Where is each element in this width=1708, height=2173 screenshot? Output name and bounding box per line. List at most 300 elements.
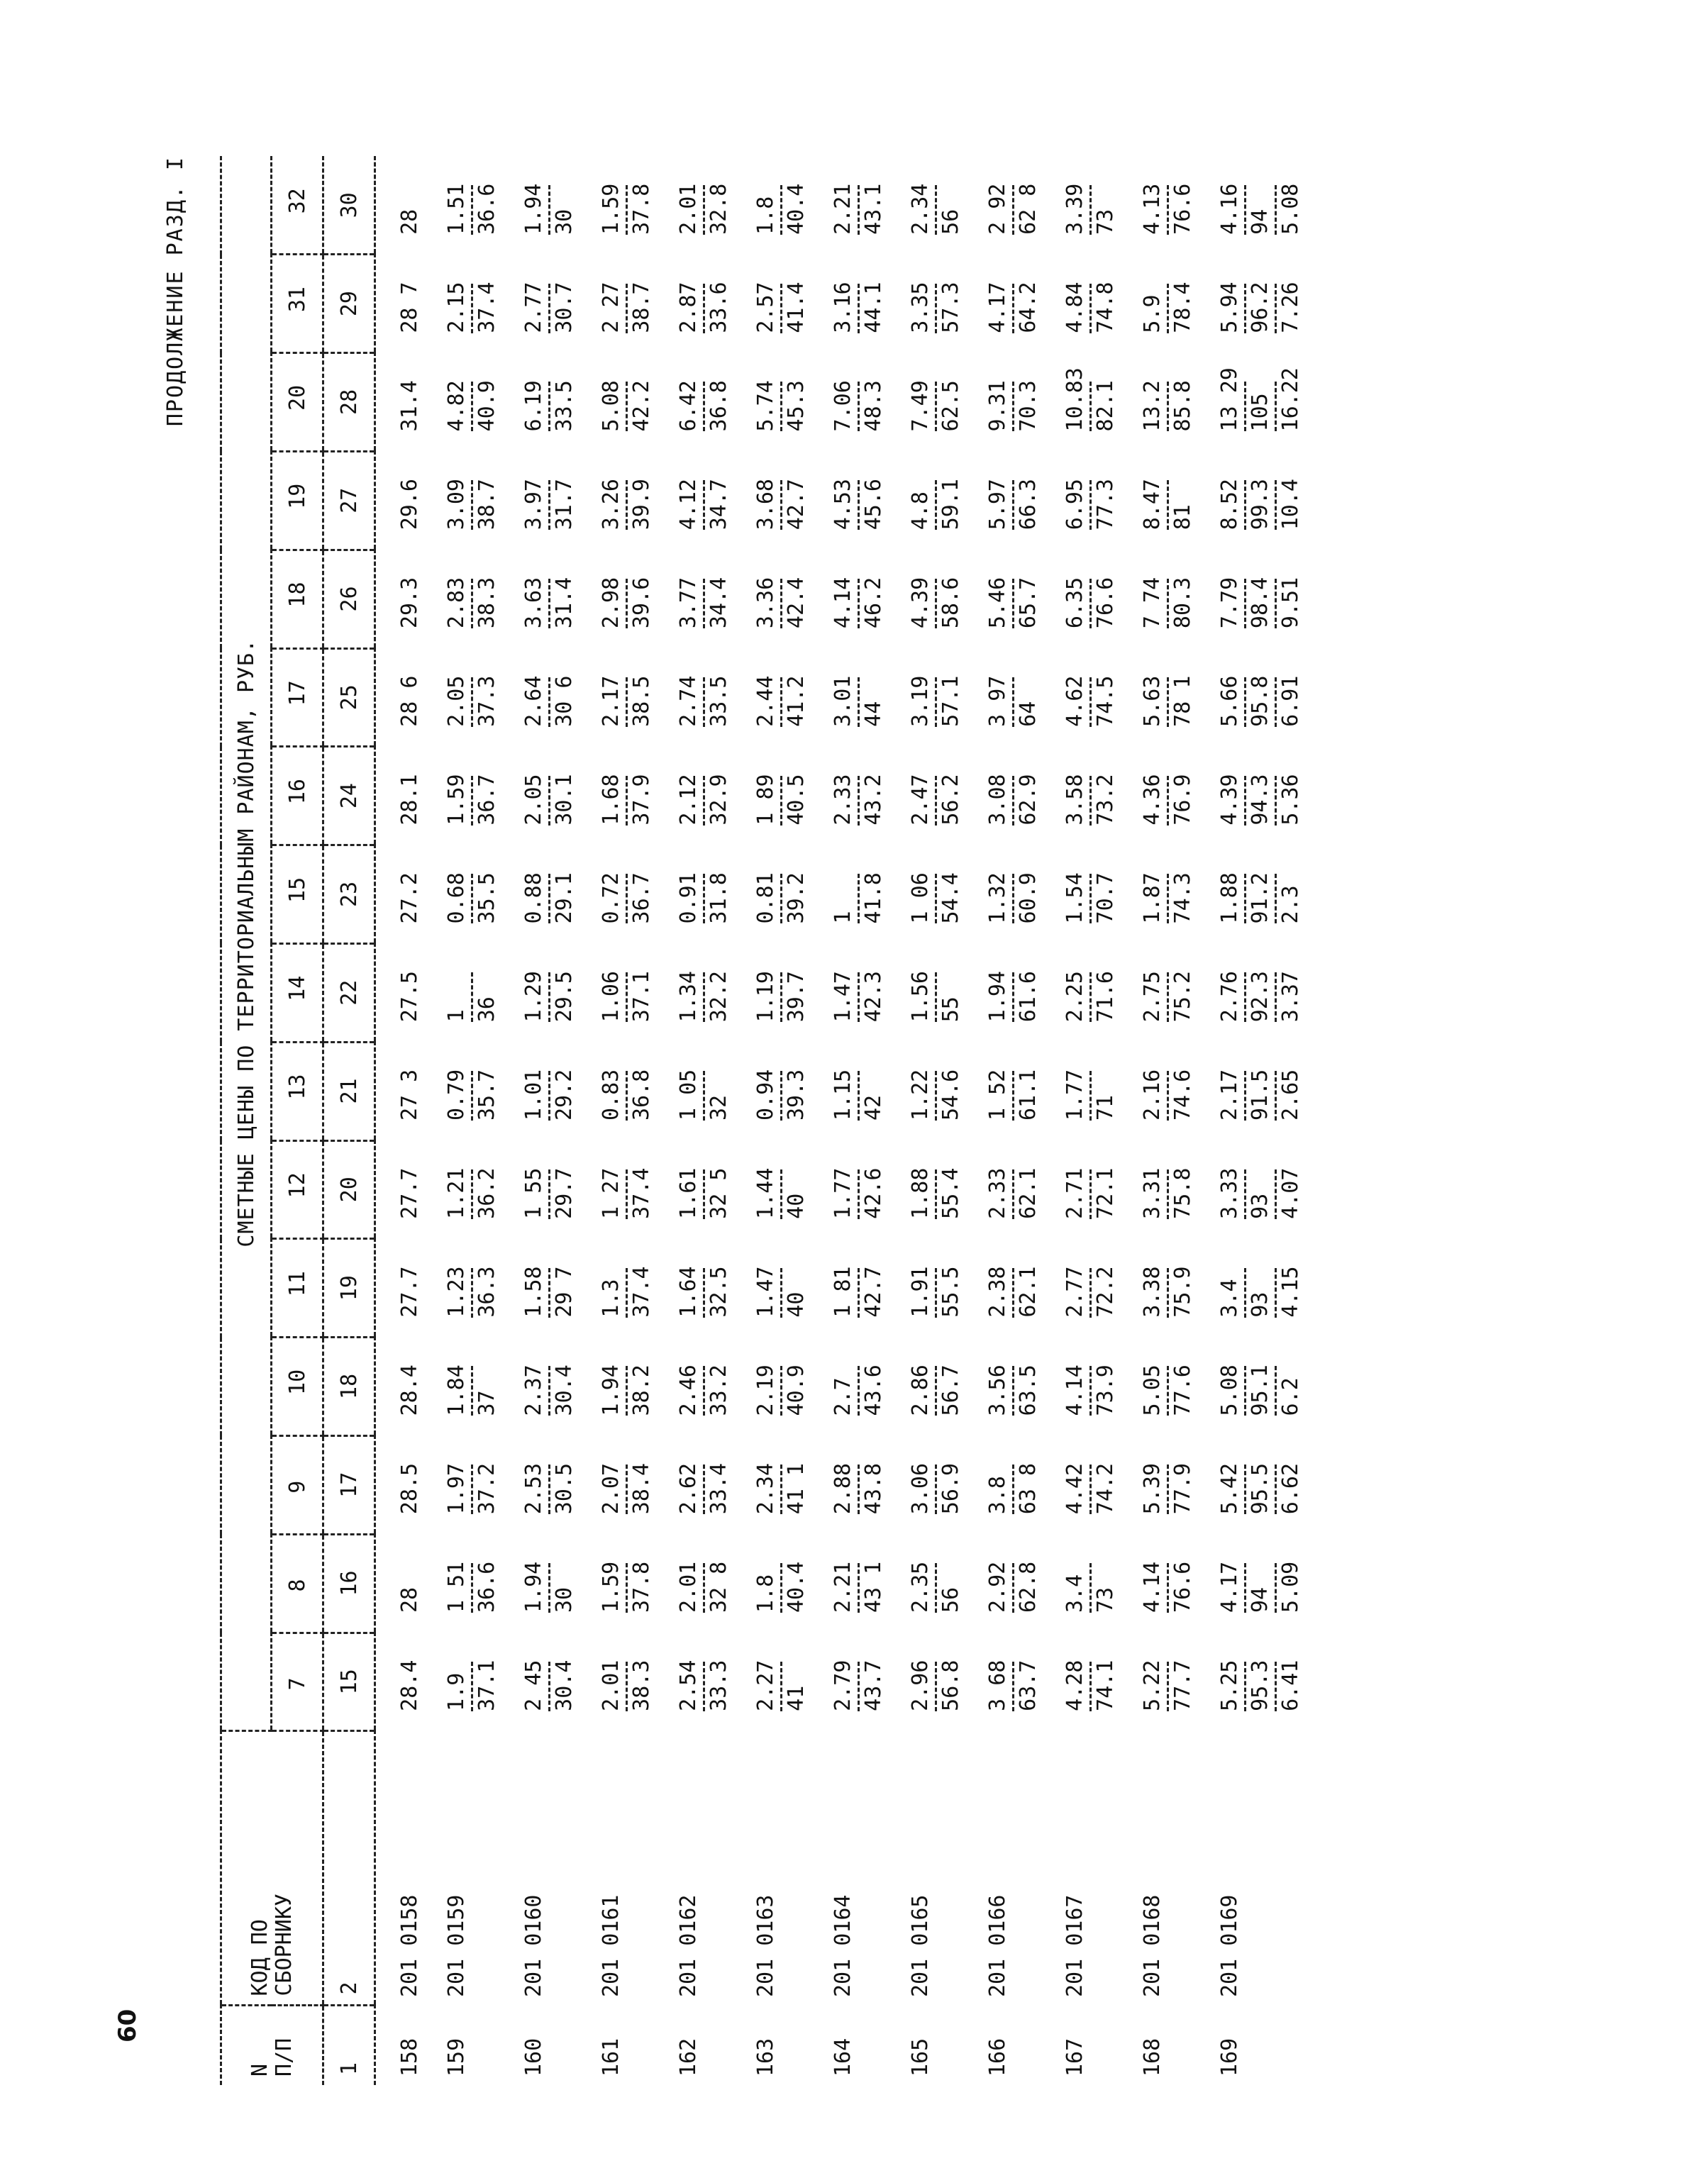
header-colnum-2: 2 — [323, 1731, 375, 2006]
price-value: 2.44 — [753, 675, 778, 727]
header-region-13: 13 — [272, 1042, 323, 1140]
fraction-line — [1012, 972, 1014, 1022]
price-cell — [732, 1435, 809, 1534]
header-colnum-22: 22 — [323, 943, 375, 1042]
fraction-line — [626, 677, 628, 727]
fraction-line — [1012, 677, 1014, 727]
fraction-line — [1167, 1268, 1169, 1318]
price-cell — [577, 747, 655, 845]
price-value: 2.12 — [676, 774, 701, 826]
price-total: 98.4 — [1248, 577, 1272, 629]
price-value: 1 05 — [676, 1069, 701, 1121]
fraction-line — [1244, 972, 1246, 1022]
header-colnum-30: 30 — [323, 156, 375, 255]
fraction-line — [935, 1169, 937, 1219]
price-value: 2.05 — [521, 774, 546, 826]
fraction-line — [1089, 284, 1092, 333]
price-total: 38.7 — [629, 282, 654, 333]
price-cell — [887, 1140, 964, 1239]
price-cell — [577, 1338, 655, 1436]
fraction-line — [548, 677, 550, 727]
price-cell — [1196, 1633, 1304, 1731]
price-extra: 3.37 — [1278, 971, 1303, 1023]
price-value: 0.91 — [676, 872, 701, 924]
header-region-11: 11 — [272, 1239, 323, 1338]
price-cell — [887, 451, 964, 550]
price-value: 3.77 — [676, 577, 701, 629]
price-value: 4.12 — [676, 479, 701, 530]
fraction-line — [471, 1366, 473, 1416]
price-value: 3.35 — [908, 282, 933, 333]
price-value: 1.91 — [908, 1266, 933, 1318]
fraction-line — [626, 480, 628, 530]
price-value: 4.36 — [1140, 774, 1165, 826]
price-value: 1.88 — [908, 1167, 933, 1219]
price-total: 60.9 — [1016, 872, 1041, 924]
price-value: 2.46 — [676, 1365, 701, 1416]
price-total: 76.6 — [1170, 1561, 1195, 1613]
row-code: 201 0165 — [908, 1894, 933, 1997]
price-cell — [577, 1435, 655, 1534]
fraction-line — [471, 1662, 473, 1711]
price-total: 54.6 — [938, 1069, 963, 1121]
fraction-line — [858, 382, 860, 431]
fraction-line — [780, 284, 782, 333]
fraction-line — [1012, 1366, 1014, 1416]
price-value: 2.53 — [521, 1462, 546, 1515]
price-total: 43.6 — [861, 1365, 886, 1416]
price-value: 2.07 — [599, 1462, 623, 1515]
price-value: 28.1 — [397, 774, 422, 826]
price-value: 2.25 — [1063, 971, 1087, 1023]
price-value: 3.31 — [1140, 1167, 1165, 1219]
price-value: 1.8 — [753, 1574, 778, 1613]
price-cell — [732, 747, 809, 845]
price-cell — [375, 451, 423, 550]
table-row — [809, 156, 887, 2085]
header-colnum-25: 25 — [323, 648, 375, 747]
price-cell — [1041, 648, 1119, 747]
price-value: 5.97 — [985, 479, 1010, 530]
price-cell — [375, 845, 423, 944]
price-value: 3.33 — [1217, 1167, 1242, 1219]
price-total: 32.2 — [706, 971, 731, 1023]
price-value: 2.34 — [753, 1462, 778, 1515]
price-value: 1.61 — [676, 1167, 701, 1219]
price-cell — [732, 255, 809, 353]
price-cell — [1196, 943, 1304, 1042]
fraction-line — [1089, 579, 1092, 628]
price-cell — [655, 255, 732, 353]
price-cell — [809, 747, 887, 845]
price-cell — [1119, 1435, 1196, 1534]
price-cell — [423, 353, 500, 452]
price-total: 42.6 — [861, 1167, 886, 1219]
price-total: 39.9 — [629, 479, 654, 530]
price-total: 75.9 — [1170, 1266, 1195, 1318]
price-value: 3 68 — [985, 1660, 1010, 1711]
price-total: 76.6 — [1170, 183, 1195, 235]
price-total: 39.2 — [784, 872, 809, 924]
price-total: 41.4 — [784, 282, 809, 333]
price-cell — [375, 1239, 423, 1338]
price-cell — [423, 1534, 500, 1633]
fraction-line — [1089, 1465, 1092, 1514]
price-cell — [887, 747, 964, 845]
fraction-line — [935, 480, 937, 530]
fraction-line — [858, 1563, 860, 1613]
fraction-line — [1089, 1169, 1092, 1219]
price-cell — [655, 648, 732, 747]
price-total: 39.7 — [784, 971, 809, 1023]
fraction-line — [780, 1366, 782, 1416]
price-cell — [887, 255, 964, 353]
fraction-line — [548, 1071, 550, 1121]
price-cell — [500, 1633, 577, 1731]
price-cell — [577, 156, 655, 255]
price-value: 2.16 — [1140, 1069, 1165, 1121]
price-total: 48.3 — [861, 380, 886, 432]
price-total: 58.6 — [938, 577, 963, 629]
price-value: 1.77 — [1063, 1069, 1087, 1121]
price-cell — [577, 1633, 655, 1731]
row-code: 201 0162 — [676, 1894, 701, 1997]
price-cell — [964, 451, 1041, 550]
price-cell — [809, 451, 887, 550]
price-value: 2.74 — [676, 675, 701, 727]
price-total: 66.3 — [1016, 479, 1041, 530]
price-cell — [964, 1633, 1041, 1731]
price-total: 30 — [552, 1586, 577, 1613]
price-total: 55.4 — [938, 1167, 963, 1219]
fraction-line — [780, 185, 782, 235]
price-value: 1.54 — [1063, 872, 1087, 924]
price-total: 42.4 — [784, 577, 809, 629]
row-number: 165 — [908, 2038, 933, 2077]
fraction-line — [1275, 776, 1277, 826]
price-value: 3.4 — [1217, 1279, 1242, 1318]
price-value: 1.47 — [831, 971, 855, 1023]
price-cell — [1119, 353, 1196, 452]
price-total: 56.9 — [938, 1462, 963, 1515]
price-cell — [375, 943, 423, 1042]
fraction-line — [935, 874, 937, 923]
table-row — [577, 156, 655, 2085]
price-total: 95.8 — [1248, 675, 1272, 727]
price-total: 62 8 — [1016, 183, 1041, 235]
fraction-line — [1275, 972, 1277, 1022]
price-cell — [423, 648, 500, 747]
price-cell — [375, 648, 423, 747]
price-cell — [732, 648, 809, 747]
table-row — [1119, 156, 1196, 2085]
price-value: 2.15 — [444, 282, 469, 333]
fraction-line — [935, 677, 937, 727]
price-total: 74.6 — [1170, 1069, 1195, 1121]
row-code: 201 0168 — [1140, 1894, 1165, 1997]
price-value: 2.57 — [753, 282, 778, 333]
price-cell — [964, 943, 1041, 1042]
price-value: 2.77 — [521, 282, 546, 333]
table-row — [1041, 156, 1119, 2085]
price-cell — [655, 1338, 732, 1436]
fraction-line — [858, 874, 860, 923]
price-total: 37.1 — [475, 1660, 499, 1711]
price-value: 1.56 — [908, 971, 933, 1023]
price-total: 30 6 — [552, 675, 577, 727]
price-total: 33.4 — [706, 1462, 731, 1515]
row-code: 201 0163 — [753, 1894, 778, 1997]
price-value: 2.19 — [753, 1365, 778, 1416]
price-cell — [964, 1239, 1041, 1338]
fraction-line — [858, 284, 860, 333]
price-cell — [964, 1534, 1041, 1633]
fraction-line — [1089, 1268, 1092, 1318]
header-colnum-15: 15 — [323, 1633, 375, 1731]
fraction-line — [703, 579, 705, 628]
price-total: 73 — [1093, 209, 1118, 235]
price-cell — [964, 1140, 1041, 1239]
fraction-line — [858, 1071, 860, 1121]
price-total: 78.4 — [1170, 282, 1195, 333]
price-cell — [887, 943, 964, 1042]
fraction-line — [935, 284, 937, 333]
price-cell — [732, 943, 809, 1042]
fraction-line — [1089, 1563, 1092, 1613]
price-total: 45.3 — [784, 380, 809, 432]
rotated-page-content — [163, 156, 1490, 2085]
price-value: 2.7 — [831, 1377, 855, 1416]
price-value: 0.88 — [521, 872, 546, 924]
fraction-line — [780, 1071, 782, 1121]
price-cell — [500, 1338, 577, 1436]
price-value: 3.56 — [985, 1365, 1010, 1416]
price-value: 1.15 — [831, 1069, 855, 1121]
price-value: 0.72 — [599, 872, 623, 924]
price-extra: 5.36 — [1278, 774, 1303, 826]
fraction-line — [1275, 1465, 1277, 1514]
price-total: 30.4 — [552, 1660, 577, 1711]
row-number: 159 — [444, 2038, 469, 2077]
price-total: 95.1 — [1248, 1365, 1272, 1416]
header-region-14: 14 — [272, 943, 323, 1042]
fraction-line — [780, 480, 782, 530]
fraction-line — [1244, 1268, 1246, 1318]
fraction-line — [1167, 1071, 1169, 1121]
price-total: 42.2 — [629, 380, 654, 432]
price-cell — [655, 353, 732, 452]
header-colnum-26: 26 — [323, 550, 375, 648]
table-row — [887, 156, 964, 2085]
fraction-line — [548, 1268, 550, 1318]
price-value: 1.34 — [676, 971, 701, 1023]
fraction-line — [626, 1268, 628, 1318]
fraction-line — [780, 677, 782, 727]
fraction-line — [703, 382, 705, 431]
fraction-line — [1089, 972, 1092, 1022]
fraction-line — [548, 1662, 550, 1711]
price-value: 0.94 — [753, 1069, 778, 1121]
price-total: 40.4 — [784, 1561, 809, 1613]
price-total: 56 — [938, 209, 963, 235]
price-total: 74.5 — [1093, 675, 1118, 727]
price-cell — [500, 451, 577, 550]
price-cell — [423, 1239, 500, 1338]
price-total: 43.8 — [861, 1462, 886, 1515]
price-cell — [1041, 1239, 1119, 1338]
price-value: 1 81 — [831, 1266, 855, 1318]
price-value: 1.9 — [444, 1672, 469, 1711]
price-value: 2.62 — [676, 1462, 701, 1515]
price-cell — [423, 1140, 500, 1239]
price-value: 5.22 — [1140, 1660, 1165, 1711]
price-cell — [732, 1239, 809, 1338]
fraction-line — [1012, 874, 1014, 923]
price-total: 105 — [1248, 393, 1272, 432]
fraction-line — [1167, 185, 1169, 235]
price-value: 2.33 — [985, 1167, 1010, 1219]
fraction-line — [626, 776, 628, 826]
header-row-title — [221, 156, 272, 2085]
price-cell — [577, 550, 655, 648]
fraction-line — [471, 972, 473, 1022]
header-colnum-17: 17 — [323, 1435, 375, 1534]
header-region-20: 20 — [272, 353, 323, 452]
price-value: 1.22 — [908, 1069, 933, 1121]
price-cell — [1196, 451, 1304, 550]
fraction-line — [548, 579, 550, 628]
price-value: 3.08 — [985, 774, 1010, 826]
price-total: 32.9 — [706, 774, 731, 826]
fraction-line — [935, 1268, 937, 1318]
price-cell — [1196, 747, 1304, 845]
price-cell — [375, 550, 423, 648]
fraction-line — [1244, 874, 1246, 923]
price-total: 73 — [1093, 1586, 1118, 1613]
price-cell — [1041, 1633, 1119, 1731]
fraction-line — [1012, 1071, 1014, 1121]
price-cell — [1119, 747, 1196, 845]
fraction-line — [1244, 677, 1246, 727]
price-value: 3.38 — [1140, 1266, 1165, 1318]
price-total: 55 — [938, 996, 963, 1023]
price-cell — [500, 1239, 577, 1338]
price-cell — [887, 156, 964, 255]
fraction-line — [703, 972, 705, 1022]
price-cell — [809, 845, 887, 944]
price-value: 1.01 — [521, 1069, 546, 1121]
fraction-line — [1244, 1465, 1246, 1514]
price-value: 1 — [831, 911, 855, 924]
price-cell — [500, 353, 577, 452]
price-value: 2.05 — [444, 675, 469, 727]
price-total: 42.7 — [784, 479, 809, 530]
fraction-line — [471, 480, 473, 530]
price-total: 29.2 — [552, 1069, 577, 1121]
price-cell — [655, 1534, 732, 1633]
price-total: 70.7 — [1093, 872, 1118, 924]
fraction-line — [548, 382, 550, 431]
price-cell — [1119, 1239, 1196, 1338]
price-cell — [1196, 1042, 1304, 1140]
price-total: 63.7 — [1016, 1660, 1041, 1711]
fraction-line — [703, 1662, 705, 1711]
fraction-line — [471, 382, 473, 431]
price-value: 2.17 — [1217, 1069, 1242, 1121]
price-cell — [375, 1534, 423, 1633]
header-prices-title: СМЕТНЫЕ ЦЕНЫ ПО ТЕРРИТОРИАЛЬНЫМ РАЙОНАМ, РУБ. — [221, 156, 272, 1731]
price-value: 5.74 — [753, 380, 778, 432]
header-region-10: 10 — [272, 1338, 323, 1436]
fraction-line — [1167, 972, 1169, 1022]
fraction-line — [471, 185, 473, 235]
price-total: 63 8 — [1016, 1462, 1041, 1515]
price-cell — [1196, 845, 1304, 944]
price-value: 3.36 — [753, 577, 778, 629]
price-total: 82.1 — [1093, 380, 1118, 432]
fraction-line — [1167, 1169, 1169, 1219]
price-cell — [1119, 1140, 1196, 1239]
fraction-line — [935, 185, 937, 235]
price-total: 74.3 — [1170, 872, 1195, 924]
row-code: 201 0158 — [397, 1894, 422, 1997]
price-total: 45.6 — [861, 479, 886, 530]
fraction-line — [471, 776, 473, 826]
price-total: 30.5 — [552, 1462, 577, 1515]
price-cell — [1119, 1042, 1196, 1140]
fraction-line — [471, 579, 473, 628]
header-colnum-19: 19 — [323, 1239, 375, 1338]
price-cell — [964, 648, 1041, 747]
price-value: 3.4 — [1063, 1574, 1087, 1613]
price-cell — [1041, 1534, 1119, 1633]
price-total: 38.3 — [629, 1660, 654, 1711]
header-colnum-27: 27 — [323, 451, 375, 550]
price-value: 7.06 — [831, 380, 855, 432]
price-cell — [732, 353, 809, 452]
fraction-line — [1089, 1071, 1092, 1121]
fraction-line — [1012, 1662, 1014, 1711]
price-cell — [577, 1042, 655, 1140]
fraction-line — [780, 1662, 782, 1711]
price-value: 3.97 — [521, 479, 546, 530]
price-value: 7 74 — [1140, 577, 1165, 629]
price-cell — [423, 1633, 500, 1731]
fraction-line — [703, 185, 705, 235]
price-total: 42 — [861, 1094, 886, 1121]
price-value: 5.66 — [1217, 675, 1242, 727]
price-total: 72.1 — [1093, 1167, 1118, 1219]
price-cell — [809, 1633, 887, 1731]
fraction-line — [703, 677, 705, 727]
price-cell — [655, 451, 732, 550]
row-number: 168 — [1140, 2038, 1165, 2077]
price-total: 73.2 — [1093, 774, 1118, 826]
price-value: 7.79 — [1217, 577, 1242, 629]
price-value: 1 52 — [985, 1069, 1010, 1121]
price-value: 1 89 — [753, 774, 778, 826]
fraction-line — [1275, 1071, 1277, 1121]
price-cell — [655, 1140, 732, 1239]
header-region-7: 7 — [272, 1633, 323, 1731]
price-total: 43 1 — [861, 1561, 886, 1613]
price-total: 80.3 — [1170, 577, 1195, 629]
price-cell — [375, 1042, 423, 1140]
price-value: 31.4 — [397, 380, 422, 432]
price-total: 55.5 — [938, 1266, 963, 1318]
price-sheet — [163, 156, 1490, 2085]
price-value: 2.47 — [908, 774, 933, 826]
